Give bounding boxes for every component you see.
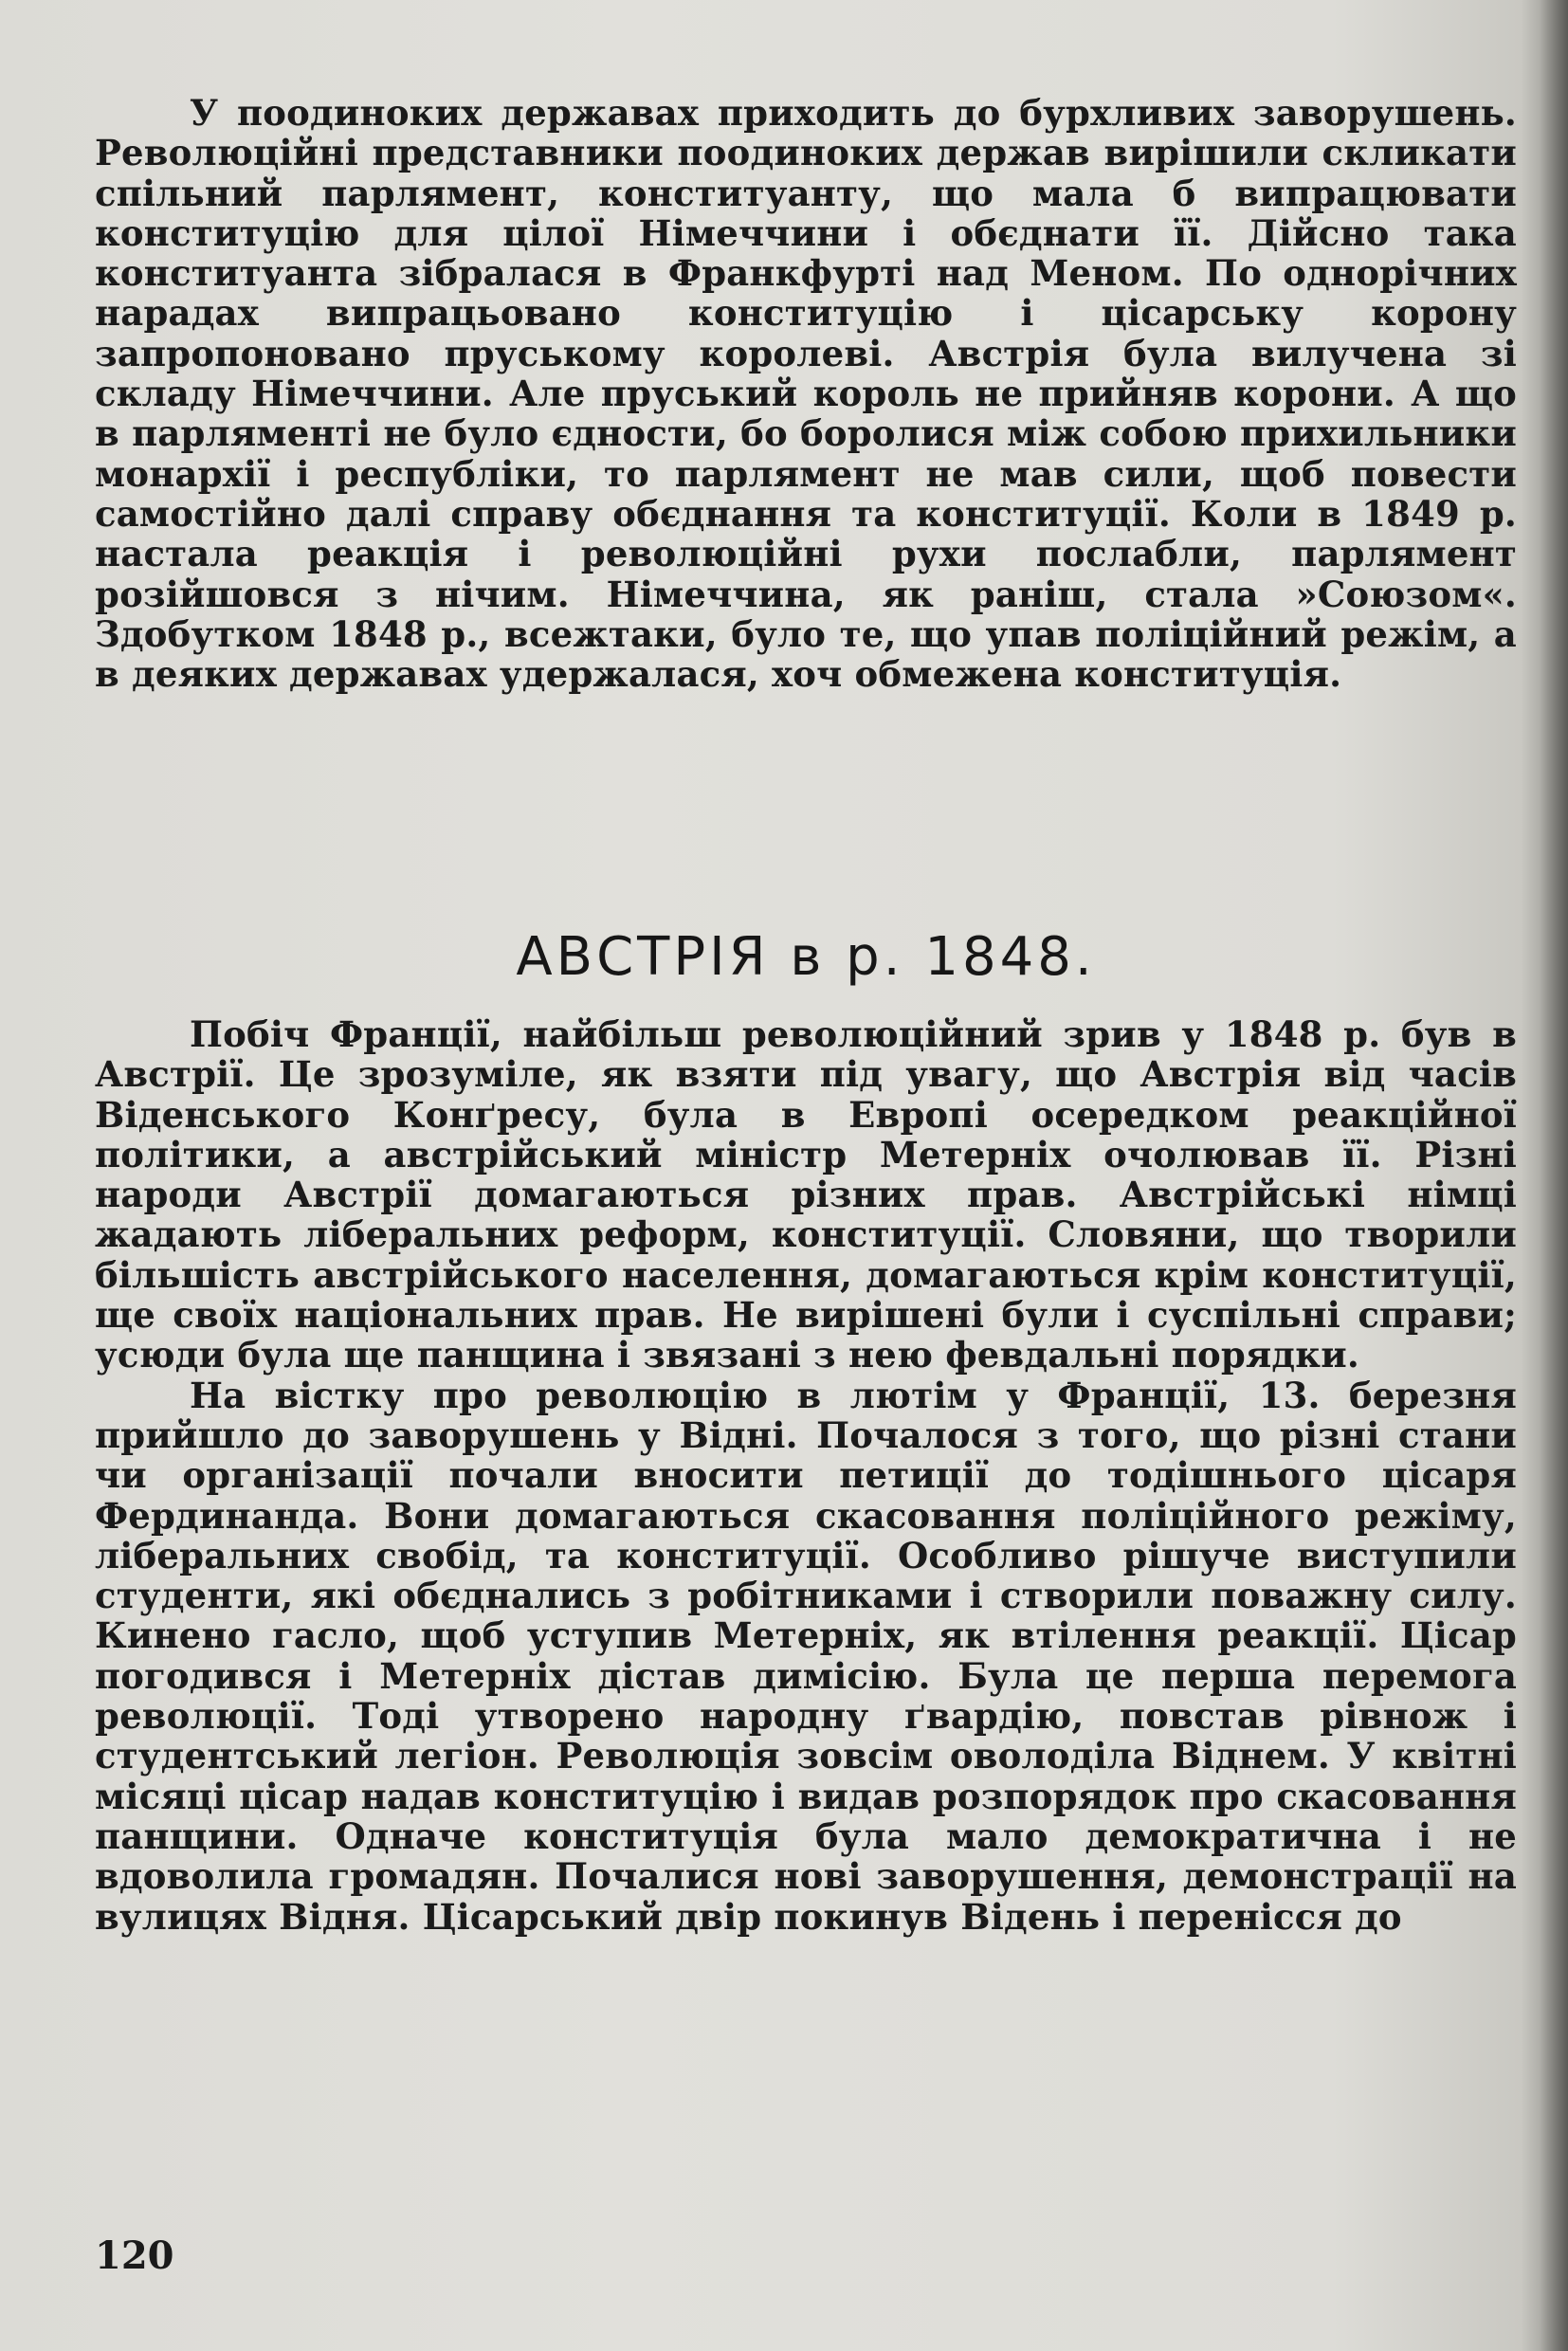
- spine-shadow: [1540, 0, 1568, 2351]
- bottom-text-block: [95, 1014, 1517, 1937]
- section-title: АВСТРІЯ в р. 1848.: [516, 926, 1096, 988]
- paragraph: На вістку про революцію в лютім у Франції, 13. березня прийшло до заворушень у Відні. Почалося з того, що різні стани чи організації почали вносити петиції до тодішнього цісаря Фердинанда. Вони домагаються скасовання поліційного режіму, ліберальних свобід, та конституції. Особливо рішуче виступили студенти, які обєднались з робітниками і створили поважну силу. Кинено гасло, щоб уступив Метерніх, як втілення реакції. Цісар погодився і Метерніх дістав димісію. Була це перша перемога революції. Тоді утворено народну ґвардію, повстав рівнож і студентський легіон. Революція зовсім оволоділа Віднем. У квітні місяці цісар надав конституцію і видав розпорядок про скасовання панщини. Одначе конституція була мало демократична і не вдоволила громадян. Почалися нові заворушення, демонстрації на вулицях Відня. Цісарський двір покинув Відень і перенісся до: [95, 1374, 1517, 1938]
- paragraph: Побіч Франції, найбільш революційний зрив у 1848 р. був в Австрії. Це зрозуміле, як взяти під увагу, що Австрія від часів Віденського Конґресу, була в Европі осередком реакційної політики, а австрійський міністр Метерніх очолював її. Різні народи Австрії домагаються різних прав. Австрійські німці жадають ліберальних реформ, конституції. Словяни, що творили більшість австрійського населення, домагаються крім конституції, ще своїх національних прав. Не вирішені були і суспільні справи; усюди була ще панщина і звязані з нею февдальні порядки.: [95, 1013, 1517, 1376]
- paragraph: У поодиноких державах приходить до бурхливих заворушень. Революційні представники поодиноких держав вирішили скликати спільний парлямент, конституанту, що мала б випрацювати конституцію для цілої Німеччини і обєднати її. Дійсно така конституанта зібралася в Франкфурті над Меном. По однорічних нарадах випрацьовано конституцію і цісарську корону запропоновано пруському королеві. Австрія була вилучена зі складу Німеччини. Але пруський король не прийняв корони. А що в парляменті не було єдности, бо боролися між собою прихильники монархії і республіки, то парлямент не мав сили, щоб повести самостійно далі справу обєднання та конституції. Коли в 1849 р. настала реакція і революційні рухи послабли, парлямент розійшовся з нічим. Німеччина, як раніш, стала »Союзом«. Здобутком 1848 р., всежтаки, було те, що упав поліційний режім, а в деяких державах удержалася, хоч обмежена конституція.: [95, 92, 1517, 696]
- top-text-block: [95, 93, 1517, 694]
- page-number: 120: [95, 2233, 174, 2278]
